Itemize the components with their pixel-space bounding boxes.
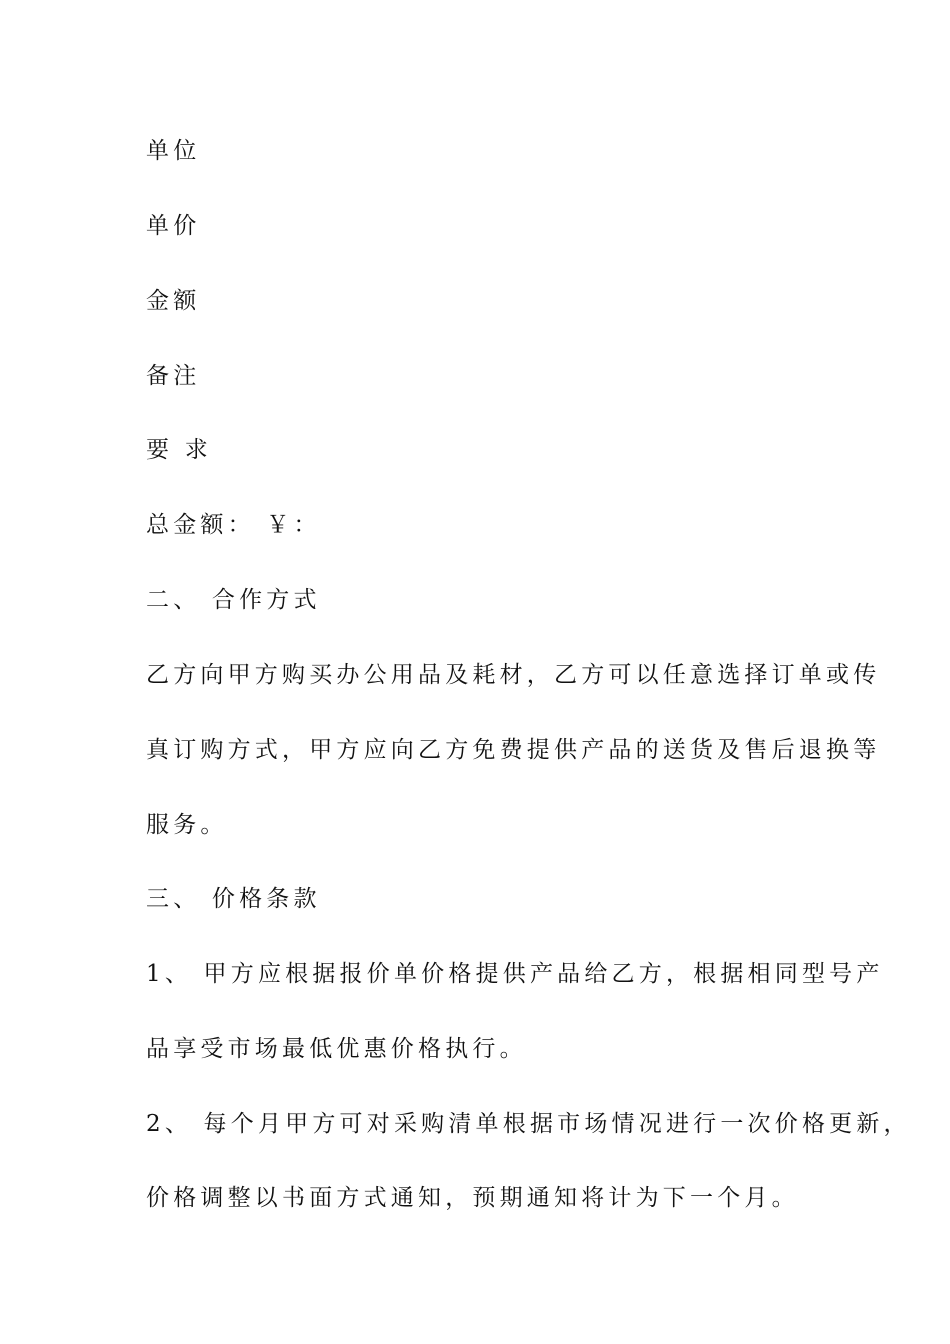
clause-line: 2、 每个月甲方可对采购清单根据市场情况进行一次价格更新， xyxy=(146,1111,911,1137)
paragraph-line: 乙方向甲方购买办公用品及耗材，乙方可以任意选择订单或传 xyxy=(146,662,881,688)
text-line-total-amount: 总金额： ￥： xyxy=(146,512,321,538)
section-heading-price-terms: 三、 价格条款 xyxy=(146,886,321,912)
clause-line: 价格调整以书面方式通知，预期通知将计为下一个月。 xyxy=(146,1185,799,1211)
text-line-requirements: 要 求 xyxy=(146,437,212,463)
clause-line: 品享受市场最低优惠价格执行。 xyxy=(146,1036,527,1062)
text-line-remarks: 备注 xyxy=(146,363,201,389)
clause-line: 1、 甲方应根据报价单价格提供产品给乙方，根据相同型号产 xyxy=(146,961,884,987)
section-heading-cooperation: 二、 合作方式 xyxy=(146,587,321,613)
text-line-unit: 单位 xyxy=(146,138,201,164)
text-line-amount: 金额 xyxy=(146,288,201,314)
paragraph-line: 真订购方式，甲方应向乙方免费提供产品的送货及售后退换等 xyxy=(146,737,881,763)
paragraph-line: 服务。 xyxy=(146,812,228,838)
text-line-unit-price: 单价 xyxy=(146,213,201,239)
